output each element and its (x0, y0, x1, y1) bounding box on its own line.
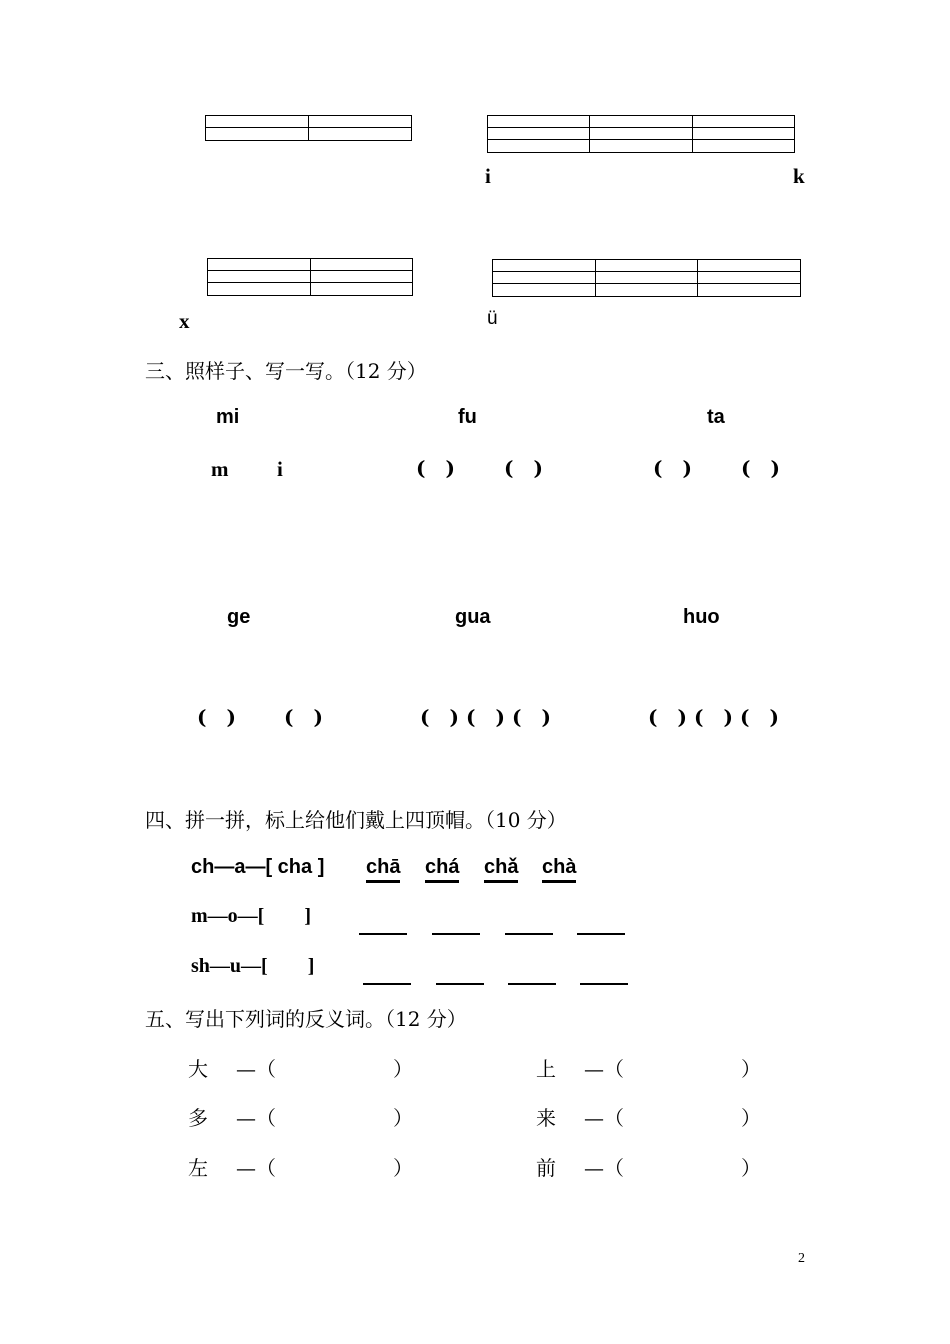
antonym-close: ） (393, 1057, 413, 1081)
antonym-close: ） (393, 1106, 413, 1130)
answer-paren[interactable]: ( ) (420, 705, 459, 729)
spelling-row-cha: ch—a—[ cha ] (191, 856, 325, 878)
tone-word-4: chà (542, 856, 576, 883)
section3-heading: 三、照样子、写一写。（12 分） (145, 359, 427, 383)
antonym-word: 前 (536, 1156, 556, 1180)
syllable-ta: ta (707, 406, 725, 428)
answer-line[interactable] (359, 933, 407, 935)
answer-paren[interactable]: ( ) (197, 705, 236, 729)
antonym-word: 多 (188, 1106, 208, 1130)
writing-grid-1 (205, 115, 412, 141)
answer-line[interactable] (432, 933, 480, 935)
answer-line[interactable] (363, 983, 411, 985)
page-number: 2 (798, 1251, 805, 1266)
spelling-row-shu: sh—u—[ ] (191, 955, 315, 977)
antonym-close: ） (741, 1156, 761, 1180)
answer-paren[interactable]: ( ) (740, 705, 779, 729)
answer-paren[interactable]: ( ) (512, 705, 551, 729)
answer-line[interactable] (436, 983, 484, 985)
syllable-fu: fu (458, 406, 477, 428)
syllable-huo: huo (683, 606, 720, 628)
grid-label-x: x (179, 309, 190, 333)
answer-paren[interactable]: ( ) (648, 705, 687, 729)
antonym-close: ） (741, 1057, 761, 1081)
antonym-word: 左 (188, 1156, 208, 1180)
writing-grid-2 (487, 115, 795, 153)
syllable-mi: mi (216, 406, 240, 428)
answer-paren[interactable]: ( ) (466, 705, 505, 729)
example-initial-m: m (211, 457, 229, 481)
tone-word-1: chā (366, 856, 400, 883)
answer-paren[interactable]: ( ) (416, 456, 455, 480)
antonym-close: ） (741, 1106, 761, 1130)
antonym-dash-open: —（ (236, 1106, 276, 1130)
antonym-word: 上 (536, 1057, 556, 1081)
antonym-dash-open: —（ (584, 1057, 624, 1081)
answer-line[interactable] (580, 983, 628, 985)
tone-word-3: chǎ (484, 856, 518, 883)
answer-paren[interactable]: ( ) (653, 456, 692, 480)
writing-grid-3 (207, 258, 413, 296)
answer-line[interactable] (505, 933, 553, 935)
section5-heading: 五、写出下列词的反义词。（12 分） (145, 1007, 467, 1031)
example-final-i: i (277, 457, 283, 481)
syllable-gua: gua (455, 606, 491, 628)
grid-label-k: k (793, 164, 805, 188)
antonym-dash-open: —（ (584, 1156, 624, 1180)
antonym-close: ） (393, 1156, 413, 1180)
answer-paren[interactable]: ( ) (284, 705, 323, 729)
answer-paren[interactable]: ( ) (694, 705, 733, 729)
answer-line[interactable] (508, 983, 556, 985)
grid-label-i: i (485, 164, 491, 188)
section4-heading: 四、拼一拼，标上给他们戴上四顶帽。（10 分） (145, 808, 567, 832)
spelling-row-mo: m—o—[ ] (191, 905, 311, 927)
tone-word-2: chá (425, 856, 459, 883)
answer-paren[interactable]: ( ) (504, 456, 543, 480)
antonym-word: 大 (188, 1057, 208, 1081)
syllable-ge: ge (227, 606, 251, 628)
writing-grid-4 (492, 259, 801, 297)
antonym-dash-open: —（ (236, 1057, 276, 1081)
answer-line[interactable] (577, 933, 625, 935)
grid-label-u-umlaut: ü (487, 308, 498, 329)
antonym-word: 来 (536, 1106, 556, 1130)
answer-paren[interactable]: ( ) (741, 456, 780, 480)
antonym-dash-open: —（ (584, 1106, 624, 1130)
antonym-dash-open: —（ (236, 1156, 276, 1180)
